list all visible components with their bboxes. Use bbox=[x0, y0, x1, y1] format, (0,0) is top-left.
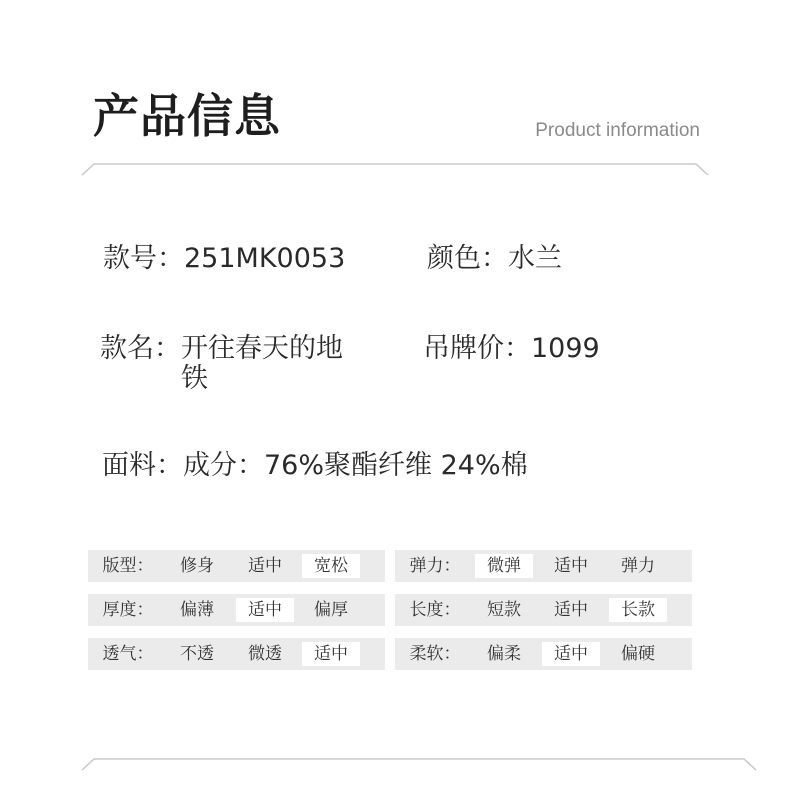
tag-price-label: 吊牌价： bbox=[423, 333, 531, 364]
attribute-option: 偏柔 bbox=[487, 644, 521, 664]
attribute-option-selected: 适中 bbox=[236, 598, 294, 622]
fabric-value: 成分：76%聚酯纤维 24%棉 bbox=[183, 450, 528, 481]
attribute-option-selected: 微弹 bbox=[475, 554, 533, 578]
style-name-value: 开往春天的地铁 bbox=[181, 333, 343, 394]
color-value: 水兰 bbox=[508, 243, 562, 274]
attribute-option: 适中 bbox=[554, 556, 588, 576]
fabric-field bbox=[102, 451, 528, 481]
attribute-option: 适中 bbox=[248, 556, 282, 576]
color-label: 颜色： bbox=[427, 243, 508, 274]
attribute-label: 长度： bbox=[409, 600, 461, 620]
color-field bbox=[427, 244, 562, 274]
style-name-label: 款名： bbox=[100, 333, 181, 364]
attribute-row bbox=[395, 594, 692, 626]
page-title: 产品信息 bbox=[93, 89, 281, 143]
attribute-option-selected: 长款 bbox=[609, 598, 667, 622]
style-name-field bbox=[100, 334, 353, 394]
attribute-row bbox=[395, 638, 692, 670]
tag-price-field bbox=[423, 334, 600, 364]
attribute-option-selected: 宽松 bbox=[302, 554, 360, 578]
attribute-label: 厚度： bbox=[102, 600, 154, 620]
attribute-option: 适中 bbox=[554, 600, 588, 620]
attribute-option: 偏薄 bbox=[180, 600, 214, 620]
attribute-option: 偏厚 bbox=[314, 600, 348, 620]
bottom-divider bbox=[0, 753, 790, 773]
attribute-option: 微透 bbox=[248, 644, 282, 664]
attribute-option-selected: 适中 bbox=[542, 642, 600, 666]
attribute-option: 短款 bbox=[487, 600, 521, 620]
attribute-row bbox=[88, 638, 385, 670]
attribute-label: 弹力： bbox=[409, 556, 461, 576]
attribute-row bbox=[88, 550, 385, 582]
page-subtitle: Product information bbox=[535, 120, 700, 141]
top-divider bbox=[0, 158, 790, 178]
attribute-label: 柔软： bbox=[409, 644, 461, 664]
attribute-row bbox=[88, 594, 385, 626]
attribute-option: 弹力 bbox=[621, 556, 655, 576]
tag-price-value: 1099 bbox=[531, 333, 600, 364]
attribute-option: 偏硬 bbox=[621, 644, 655, 664]
attribute-row bbox=[395, 550, 692, 582]
style-number-label: 款号： bbox=[103, 243, 184, 274]
attribute-label: 透气： bbox=[102, 644, 154, 664]
attribute-option: 不透 bbox=[180, 644, 214, 664]
fabric-label: 面料： bbox=[102, 450, 183, 481]
attribute-option-selected: 适中 bbox=[302, 642, 360, 666]
style-number-value: 251MK0053 bbox=[184, 243, 346, 274]
attribute-label: 版型： bbox=[102, 556, 154, 576]
style-number-field bbox=[103, 244, 345, 274]
attribute-option: 修身 bbox=[180, 556, 214, 576]
